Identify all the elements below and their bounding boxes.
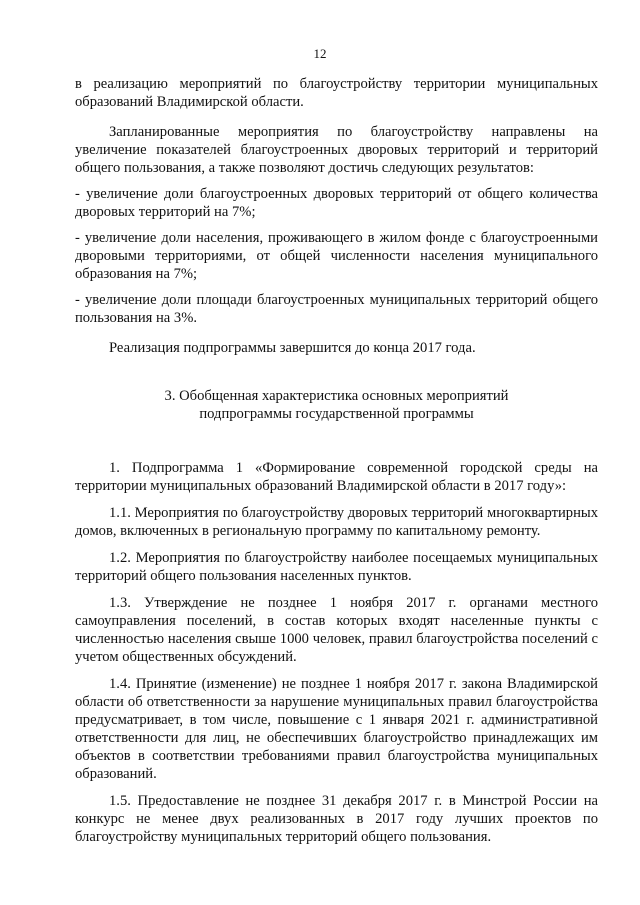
result-bullet-population: - увеличение доли населения, проживающего в жилом фонде с благоустроенными дворовыми территориями, от общей численности населения муниципального образования на 7%; [75,230,598,282]
item-1-subprogram: 1. Подпрограмма 1 «Формирование современной городской среды на территории муниципальных образований Владимирской области в 2017 году»: [75,460,598,494]
page-number: 12 [313,46,327,61]
section-title-line1: 3. Обобщенная характеристика основных мероприятий [164,388,509,404]
section-title-line2: подпрограммы государственной программы [199,406,474,422]
document-body [75,75,598,846]
item-1-3: 1.3. Утверждение не позднее 1 ноября 2017 г. органами местного самоуправления поселений, в состав которых входят населенные пункты с численностью населения свыше 1000 человек, правил благоустройства поселений с учетом общественных обсуждений. [75,595,598,665]
paragraph-intro-continuation: в реализацию мероприятий по благоустройству территории муниципальных образований Владимирской области. [75,76,598,110]
item-1-5: 1.5. Предоставление не позднее 31 декабря 2017 г. в Минстрой России на конкурс не менее двух реализованных в 2017 году лучших проектов по благоустройству муниципальных территорий общего пользования. [75,793,598,845]
paragraph-completion: Реализация подпрограммы завершится до конца 2017 года. [109,340,476,356]
section-title [75,387,598,423]
result-bullet-public-areas: - увеличение доли площади благоустроенных муниципальных территорий общего пользования на 3%. [75,292,598,326]
result-bullet-yards: - увеличение доли благоустроенных дворовых территорий от общего количества дворовых территорий на 7%; [75,186,598,220]
item-1-2: 1.2. Мероприятия по благоустройству наиболее посещаемых муниципальных территорий общего пользования населенных пунктов. [75,550,598,584]
item-1-4: 1.4. Принятие (изменение) не позднее 1 ноября 2017 г. закона Владимирской области об ответственности за нарушение муниципальных правил благоустройства предусматривает, в том числе, повышение с 1 января 2021 г. административной ответственности для лиц, не обеспечивших благоустройство принадлежащих им объектов в соответствии требованиями правил благоустройства муниципальных образований. [75,676,598,782]
item-1-1: 1.1. Мероприятия по благоустройству дворовых территорий многоквартирных домов, включенных в региональную программу по капитальному ремонту. [75,505,598,539]
paragraph-planned-activities: Запланированные мероприятия по благоустройству направлены на увеличение показателей благоустроенных дворовых территорий и территорий общего пользования, а также позволяют достичь следующих результатов: [75,124,598,176]
